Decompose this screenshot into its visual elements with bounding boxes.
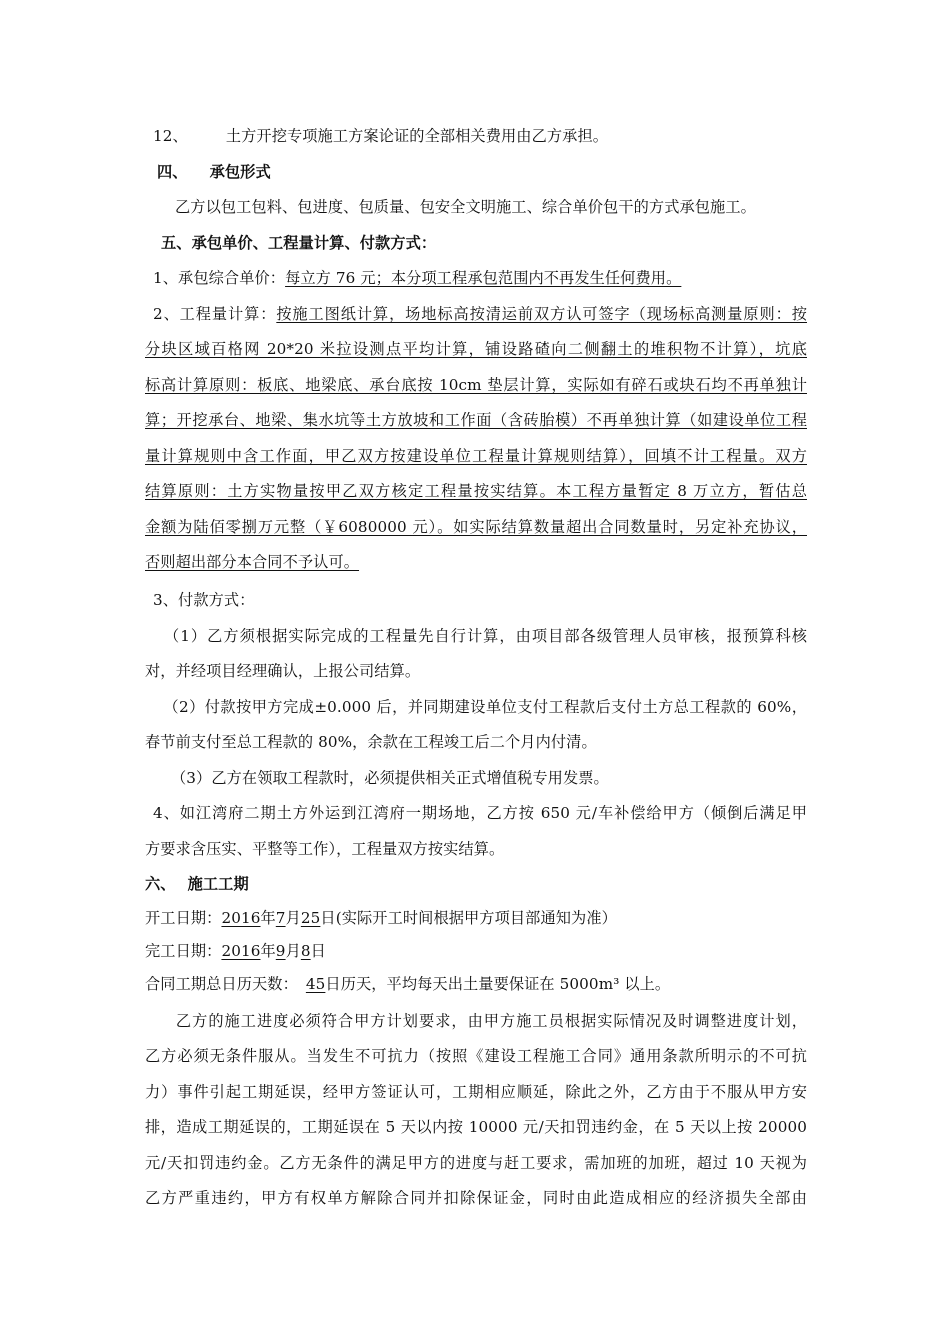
- end-date: [145, 941, 807, 961]
- schedule-line-1: [145, 1011, 807, 1031]
- section-4-paragraph: [145, 197, 807, 217]
- unit-text: 日: [320, 909, 336, 927]
- section-title: 承包形式: [209, 163, 271, 181]
- clause-number: 12、: [153, 127, 188, 145]
- item-3-heading: [145, 590, 807, 610]
- item-2-line-4: 算；开挖承台、地梁、集水坑等土方放坡和工作面（含砖胎模）不再单独计算（如建设单位工程: [145, 411, 807, 429]
- item-2-line-8: [145, 552, 807, 572]
- field-label: 开工日期：: [145, 909, 222, 927]
- unit-text: 年: [260, 942, 276, 960]
- section-title: 施工工期: [187, 875, 249, 893]
- clause-12: [145, 126, 807, 146]
- section-4-heading: [145, 162, 807, 182]
- paragraph-text: 乙方的施工进度必须符合甲方计划要求，由甲方施工员根据实际情况及时调整进度计划，: [175, 1012, 807, 1030]
- section-number: 六、: [145, 875, 176, 893]
- paragraph-text: （1）乙方须根据实际完成的工程量先自行计算，由项目部各级管理人员审核，报预算科核: [163, 627, 807, 645]
- start-date: [145, 908, 807, 928]
- paragraph-text: 乙方以包工包料、包进度、包质量、包安全文明施工、综合单价包干的方式承包施工。: [175, 198, 756, 216]
- start-note: (实际开工时间根据甲方项目部通知为准）: [335, 909, 617, 927]
- start-month: 7: [275, 909, 286, 927]
- schedule-line-6: 乙方严重违约，甲方有权单方解除合同并扣除保证金，同时由此造成相应的经济损失全部由: [145, 1189, 807, 1207]
- payment-3: [145, 768, 807, 788]
- payment-1-line-1: [145, 626, 807, 646]
- item-label: 2、工程量计算：: [153, 305, 277, 323]
- end-day: 8: [300, 942, 311, 960]
- end-year: 2016: [221, 942, 261, 960]
- schedule-line-5: 元/天扣罚违约金。乙方无条件的满足甲方的进度与赶工要求，需加班的加班，超过 10 天视为: [145, 1154, 807, 1172]
- field-label: 合同工期总日历天数：: [145, 975, 298, 993]
- end-month: 9: [275, 942, 286, 960]
- item-2-line-1: [145, 304, 807, 324]
- section-6-heading: [145, 874, 807, 894]
- unit-text: 月: [285, 909, 301, 927]
- item-2-line-2: 分块区域百格网 20*20 米拉设测点平均计算，铺设路碴向二侧翻土的堆积物不计算），坑底: [145, 340, 807, 358]
- payment-1-line-2: 对，并经项目经理确认，上报公司结算。: [145, 662, 421, 680]
- total-days: 45: [305, 975, 326, 993]
- schedule-line-2: 乙方必须无条件服从。当发生不可抗力（按照《建设工程施工合同》通用条款所明示的不可抗: [145, 1047, 807, 1065]
- item-2-line-7: 金额为陆佰零捌万元整（￥6080000 元）。如实际结算数量超出合同数量时，另定补充协议，: [145, 518, 807, 536]
- payment-2-line-1: [145, 697, 807, 717]
- item-label: 3、付款方式：: [153, 591, 255, 609]
- item-text: 每立方 76 元；本分项工程承包范围内不再发生任何费用。: [285, 269, 682, 287]
- item-label: 1、承包综合单价：: [153, 269, 286, 287]
- field-label: 完工日期：: [145, 942, 222, 960]
- start-day: 25: [300, 909, 321, 927]
- total-duration: [145, 974, 807, 994]
- unit-text: 年: [260, 909, 276, 927]
- item-2-line-6: 结算原则：土方实物量按甲乙双方核定工程量按实结算。本工程方量暂定 8 万立方，暂估总: [145, 482, 807, 500]
- underlined-text: 按施工图纸计算，场地标高按清运前双方认可签字（现场标高测量原则：按: [276, 305, 807, 323]
- schedule-line-4: 排，造成工期延误的，工期延误在 5 天以内按 10000 元/天扣罚违约金，在 5 天以上按 20000: [145, 1118, 807, 1136]
- item-1-unit-price: [145, 268, 807, 288]
- unit-text: 月: [285, 942, 301, 960]
- start-year: 2016: [221, 909, 261, 927]
- item-4-line-2: 方要求含压实、平整等工作），工程量双方按实结算。: [145, 840, 505, 858]
- item-2-line-3: 标高计算原则：板底、地梁底、承台底按 10cm 垫层计算，实际如有碎石或块石均不再单独计: [145, 376, 807, 394]
- payment-2-line-2: 春节前支付至总工程款的 80%，余款在工程竣工后二个月内付清。: [145, 733, 597, 751]
- schedule-line-3: 力）事件引起工期延误，经甲方签证认可，工期相应顺延，除此之外，乙方由于不服从甲方安: [145, 1083, 807, 1101]
- unit-text: 日: [310, 942, 326, 960]
- duration-text: 日历天，平均每天出土量要保证在 5000m³ 以上。: [325, 975, 671, 993]
- paragraph-text: 4、如江湾府二期土方外运到江湾府一期场地，乙方按 650 元/车补偿给甲方（倾倒后满足甲: [153, 804, 807, 822]
- item-4-line-1: [145, 803, 807, 823]
- paragraph-text: （2）付款按甲方完成±0.000 后，并同期建设单位支付工程款后支付土方总工程款的 60%，: [163, 698, 807, 716]
- paragraph-text: （3）乙方在领取工程款时，必须提供相关正式增值税专用发票。: [171, 769, 609, 787]
- section-5-heading: [145, 233, 807, 253]
- section-number: 四、: [157, 163, 188, 181]
- section-title: 五、承包单价、工程量计算、付款方式：: [161, 234, 437, 252]
- underlined-text: 否则超出部分本合同不予认可。: [145, 553, 360, 571]
- item-2-line-5: 量计算规则中含工作面，甲乙双方按建设单位工程量计算规则结算），回填不计工程量。双方: [145, 447, 807, 465]
- clause-text: 土方开挖专项施工方案论证的全部相关费用由乙方承担。: [225, 127, 609, 145]
